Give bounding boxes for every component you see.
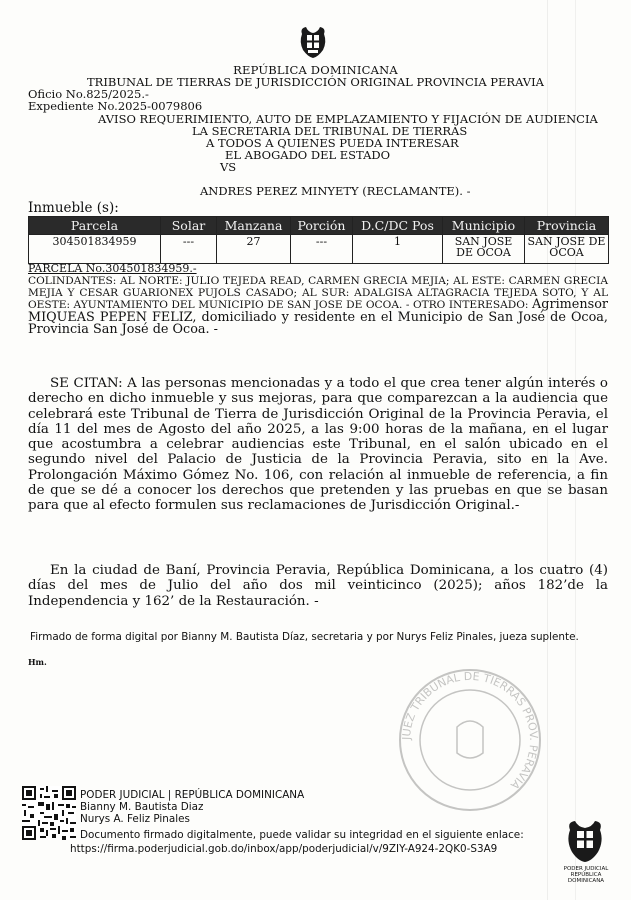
aviso-reclamante: ANDRES PEREZ MINYETY (RECLAMANTE). - — [200, 184, 471, 198]
col-dc-pos: D.C/DC Pos — [353, 217, 443, 235]
footer-org: PODER JUDICIAL | REPÚBLICA DOMINICANA — [80, 789, 305, 801]
logo-caption: PODER JUDICIAL REPÚBLICA DOMINICANA — [563, 866, 609, 884]
parcela-table — [28, 216, 609, 264]
footer-signer-secretaria: Bianny M. Bautista Diaz — [80, 801, 204, 813]
table-header-row — [29, 217, 609, 235]
inmueble-label: Inmueble (s): — [28, 200, 119, 216]
cell-provincia: SAN JOSE DE OCOA — [525, 235, 609, 264]
aviso-abogado: EL ABOGADO DEL ESTADO — [225, 148, 391, 162]
aviso-secretaria: LA SECRETARIA DEL TRIBUNAL DE TIERRAS — [192, 124, 468, 138]
seal-text: JUEZ TRIBUNAL DE TIERRAS PROV. PERAVIA — [399, 669, 541, 792]
initials: Hm. — [28, 657, 47, 667]
date-paragraph: En la ciudad de Baní, Provincia Peravia, República Dominicana, a los cuatro (4) días del mes de Julio del año dos mil veinticinco (2025); años 182’de la Independencia y 162’ de la Restauración. - — [28, 563, 608, 609]
cell-dc-pos: 1 — [353, 235, 443, 264]
col-manzana: Manzana — [217, 217, 291, 235]
aviso-title: AVISO REQUERIMIENTO, AUTO DE EMPLAZAMIENTO Y FIJACIÓN DE AUDIENCIA — [98, 112, 598, 126]
cell-parcela: 304501834959 — [29, 235, 161, 264]
table-row — [29, 235, 609, 264]
cell-porcion: --- — [291, 235, 353, 264]
expediente-number: Expediente No.2025-0079806 — [28, 99, 203, 113]
col-municipio: Municipio — [443, 217, 525, 235]
aviso-vs: VS — [220, 160, 237, 174]
footer-validation-link[interactable]: https://firma.poderjudicial.gob.do/inbox/app/poderjudicial/v/9ZIY-A924-2QK0-S3A9 — [70, 843, 498, 855]
digital-signature-note: Firmado de forma digital por Bianny M. Bautista Díaz, secretaria y por Nurys Feliz Pinales, jueza suplente. — [30, 631, 579, 643]
col-parcela: Parcela — [29, 217, 161, 235]
colindantes-body: COLINDANTES: AL NORTE: JULIO TEJEDA READ, CARMEN GRECIA MEJIA; AL ESTE: CARMEN GRECIA MEJIA Y CESAR GUARIONEX PUJOLS CASADO; AL SUR: ADALGISA ALTAGRACIA TEJEDA SOTO, Y AL OESTE: AYUNTAMIENTO DEL MUNICIPIO DE SAN JOSE DE OCOA. - OTRO INTERESADO: — [28, 275, 608, 312]
col-solar: Solar — [161, 217, 217, 235]
court-seal-icon — [395, 665, 545, 815]
cell-solar: --- — [161, 235, 217, 264]
poder-judicial-logo-icon — [562, 816, 608, 868]
col-provincia: Provincia — [525, 217, 609, 235]
coat-of-arms-icon — [296, 24, 330, 60]
qr-code-icon — [22, 786, 76, 840]
header-court: TRIBUNAL DE TIERRAS DE JURISDICCIÓN ORIGINAL PROVINCIA PERAVIA — [87, 75, 544, 89]
col-porcion: Porción — [291, 217, 353, 235]
footer-validate-note: Documento firmado digitalmente, puede validar su integridad en el siguiente enlace: — [80, 829, 524, 841]
parcela-reference: PARCELA No.304501834959.- — [28, 262, 197, 275]
footer-signer-jueza: Nurys A. Feliz Pinales — [80, 813, 190, 825]
cell-municipio: SAN JOSE DE OCOA — [443, 235, 525, 264]
citation-paragraph: SE CITAN: A las personas mencionadas y a todo el que crea tener algún interés o derecho en dicho inmueble y sus mejoras, para que comparezcan a la audiencia que celebrará este Tribunal de Tierra de Jurisdicción Original de la Provincia Peravia, el día 11 del mes de Agosto del año 2025, a las 9:00 horas de la mañana, en el lugar que acostumbra a celebrar audiencias este Tribunal, en el salón ubicado en el segundo nivel del Palacio de Justicia de la Provincia Peravia, sito en la Ave. Prolongación Máximo Gómez No. 106, con relación al inmueble de referencia, a fin de que se dé a conocer los derechos que pretenden y las pruebas en que se basan para que al efecto formulen sus reclamaciones de Jurisdicción Original.- — [28, 376, 608, 514]
header-country: REPÚBLICA DOMINICANA — [233, 63, 398, 77]
cell-manzana: 27 — [217, 235, 291, 264]
otro-interesado-text: Agrimensor MIQUEAS PEPEN FELIZ, domiciliado y residente en el Municipio de San José de Ocoa, Provincia San José de Ocoa. - — [28, 297, 609, 338]
aviso-a-todos: A TODOS A QUIENES PUEDA INTERESAR — [206, 136, 459, 150]
oficio-number: Oficio No.825/2025.- — [28, 87, 149, 101]
colindantes-text — [28, 276, 608, 337]
